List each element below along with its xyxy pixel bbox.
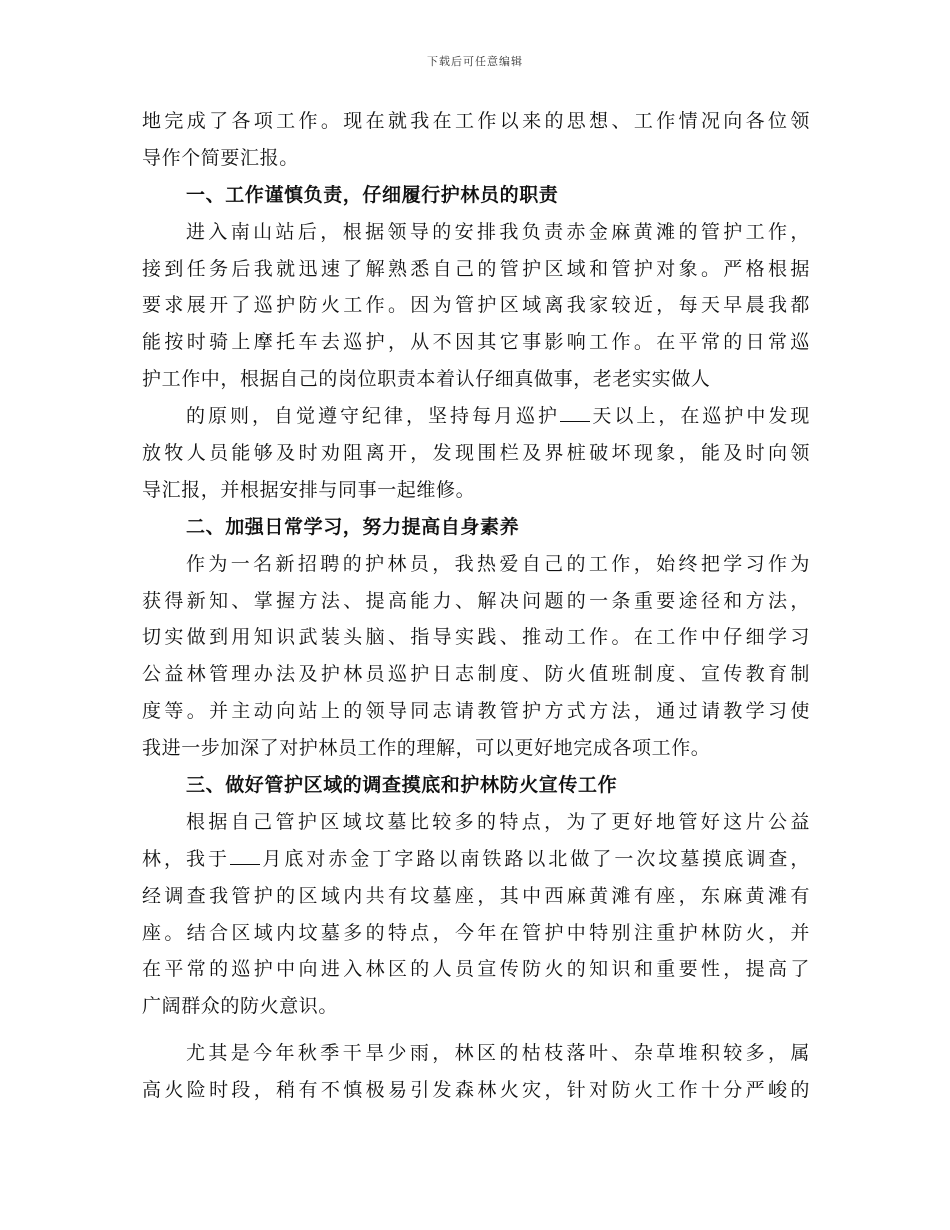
paragraph-line: 进入南山站后，根据领导的安排我负责赤金麻黄滩的管护工作， bbox=[186, 220, 810, 243]
line-text: 林，我于 bbox=[142, 847, 230, 870]
paragraph-line: 地完成了各项工作。现在就我在工作以来的思想、工作情况向各位领 bbox=[142, 110, 810, 132]
fill-blank bbox=[560, 407, 590, 422]
paragraph-line: 座。结合区域内坟墓多的特点，今年在管护中特别注重护林防火，并 bbox=[142, 921, 810, 944]
paragraph-line bbox=[142, 398, 810, 435]
paragraph-line: 能按时骑上摩托车去巡护，从不因其它事影响工作。在平常的日常巡 bbox=[142, 331, 810, 354]
paragraph-line: 广阔群众的防火意识。 bbox=[142, 995, 339, 1018]
section-heading-1: 一、工作谨慎负责，仔细履行护林员的职责 bbox=[186, 183, 559, 206]
paragraph-line: 导汇报，并根据安排与同事一起维修。 bbox=[142, 478, 476, 501]
section-heading-3: 三、做好管护区域的调查摸底和护林防火宣传工作 bbox=[186, 774, 618, 797]
fill-blank bbox=[230, 850, 260, 865]
document-body bbox=[142, 103, 810, 1109]
paragraph-line: 接到任务后我就迅速了解熟悉自己的管护区域和管护对象。严格根据 bbox=[142, 257, 810, 280]
paragraph-line: 经调查我管护的区域内共有坟墓座，其中西麻黄滩有座，东麻黄滩有 bbox=[142, 884, 810, 907]
paragraph-line: 获得新知、掌握方法、提高能力、解决问题的一条重要途径和方法， bbox=[142, 589, 810, 612]
section-heading-2: 二、加强日常学习，努力提高自身素养 bbox=[186, 515, 520, 538]
line-text: 的原则，自觉遵守纪律，坚持每月巡护 bbox=[186, 405, 560, 428]
line-text: 月底对赤金丁字路以南铁路以北做了一次坟墓摸底调查， bbox=[260, 847, 810, 870]
paragraph-line: 我进一步加深了对护林员工作的理解，可以更好地完成各项工作。 bbox=[142, 737, 711, 760]
paragraph-line: 切实做到用知识武装头脑、指导实践、推动工作。在工作中仔细学习 bbox=[142, 626, 810, 649]
paragraph-line: 高火险时段，稍有不慎极易引发森林火灾，针对防火工作十分严峻的 bbox=[142, 1079, 810, 1102]
paragraph-line: 放牧人员能够及时劝阻离开，发现围栏及界桩破坏现象，能及时向领 bbox=[142, 442, 810, 465]
paragraph-line: 度等。并主动向站上的领导同志请教管护方式方法，通过请教学习使 bbox=[142, 700, 810, 723]
paragraph-line: 导作个简要汇报。 bbox=[142, 146, 299, 169]
paragraph-gap bbox=[142, 1025, 810, 1035]
paragraph-line: 要求展开了巡护防火工作。因为管护区域离我家较近，每天早晨我都 bbox=[142, 294, 810, 317]
paragraph-line: 根据自己管护区域坟墓比较多的特点，为了更好地管好这片公益 bbox=[186, 810, 810, 833]
paragraph-line: 尤其是今年秋季干旱少雨，林区的枯枝落叶、杂草堆积较多，属 bbox=[186, 1042, 810, 1065]
paragraph-line: 护工作中，根据自己的岗位职责本着认仔细真做事，老老实实做人 bbox=[142, 368, 711, 391]
paragraph-line: 在平常的巡护中向进入林区的人员宣传防火的知识和重要性，提高了 bbox=[142, 958, 810, 981]
line-text: 天以上，在巡护中发现 bbox=[590, 405, 810, 428]
paragraph-line: 作为一名新招聘的护林员，我热爱自己的工作，始终把学习作为 bbox=[186, 552, 810, 575]
page-header: 下载后可任意编辑 bbox=[427, 55, 523, 68]
paragraph-line bbox=[142, 841, 810, 878]
paragraph-line: 公益林管理办法及护林员巡护日志制度、防火值班制度、宣传教育制 bbox=[142, 663, 810, 686]
